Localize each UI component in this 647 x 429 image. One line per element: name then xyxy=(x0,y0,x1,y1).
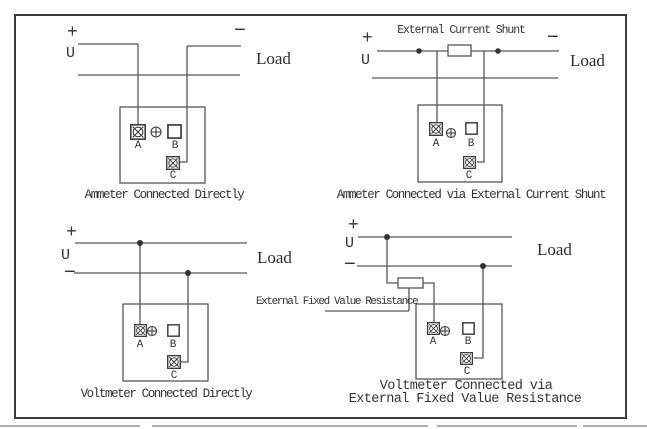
q2-shunt-resistor xyxy=(448,45,471,56)
q4-caption-line2: External Fixed Value Resistance xyxy=(348,392,582,407)
q2-minus-symbol: − xyxy=(547,27,560,50)
q3-wires xyxy=(74,243,247,362)
q1-terminal-a-label: A xyxy=(134,140,142,152)
q4-fixed-resistor xyxy=(398,278,423,288)
q1-wires xyxy=(78,44,241,162)
q3-terminal-c-label: C xyxy=(170,370,178,382)
q4-terminal-a-label: A xyxy=(429,336,437,348)
q2-junction-dot xyxy=(416,48,422,54)
q3-terminal-c-screw-icon xyxy=(168,356,181,369)
q1-minus-symbol: − xyxy=(234,20,247,43)
q4-load-label: Load xyxy=(537,240,572,259)
q1-voltage-label: U xyxy=(66,45,76,62)
q2-terminal-a-screw-icon xyxy=(430,123,443,136)
q2-polarity-plus-icon xyxy=(447,129,456,138)
q1-terminal-b-label: B xyxy=(171,140,179,152)
q2-plus-symbol: + xyxy=(362,29,373,49)
q4-terminal-c-label: C xyxy=(463,366,471,378)
q1-plus-symbol: + xyxy=(67,23,78,43)
q1-load-label: Load xyxy=(256,49,291,68)
q3-terminal-a-label: A xyxy=(136,339,144,351)
q3-caption: Voltmeter Connected Directly xyxy=(80,387,252,401)
q3-load-label: Load xyxy=(257,248,292,267)
q1-terminal-b-open-icon xyxy=(168,125,181,138)
q2-terminal-b-label: B xyxy=(467,138,475,150)
q3-junction-dot xyxy=(185,270,191,276)
q3-minus-symbol: − xyxy=(64,262,77,285)
q3-voltmeter-direct-circuit xyxy=(74,240,247,381)
q4-junction-dot xyxy=(480,263,486,269)
q4-terminal-c-screw-icon xyxy=(461,353,473,365)
q3-junction-dot xyxy=(137,240,143,246)
q3-terminal-a-screw-icon xyxy=(135,325,147,337)
q4-resistance-label: External Fixed Value Resistance xyxy=(256,296,418,308)
q4-polarity-plus-icon xyxy=(441,327,450,336)
q3-polarity-plus-icon xyxy=(148,327,157,336)
q4-terminal-a-screw-icon xyxy=(428,323,440,335)
q1-terminal-c-label: C xyxy=(169,170,177,182)
q1-terminal-a-screw-icon xyxy=(131,125,145,139)
q2-voltage-label: U xyxy=(361,52,371,69)
q3-terminal-b-label: B xyxy=(169,339,177,351)
q2-caption: Ammeter Connected via External Current Shunt xyxy=(336,188,606,202)
q4-terminal-b-label: B xyxy=(464,336,472,348)
q4-junction-dot xyxy=(384,234,390,240)
q4-caption-line1: Voltmeter Connected via xyxy=(379,379,553,394)
q1-polarity-plus-icon xyxy=(151,127,161,137)
q2-terminal-c-label: C xyxy=(465,170,473,182)
q1-ammeter-direct-circuit xyxy=(78,44,241,183)
q3-voltage-label: U xyxy=(61,247,71,264)
q2-terminal-c-screw-icon xyxy=(464,157,476,169)
q4-plus-symbol: + xyxy=(348,216,359,236)
q4-terminal-b-open-icon xyxy=(463,323,474,334)
q3-plus-symbol: + xyxy=(66,223,77,243)
q4-voltage-label: U xyxy=(345,235,355,252)
q2-load-label: Load xyxy=(570,51,605,70)
q1-caption: Ammeter Connected Directly xyxy=(84,188,244,202)
q3-terminal-b-open-icon xyxy=(168,325,179,336)
q2-terminal-b-open-icon xyxy=(466,123,477,134)
q2-junction-dot xyxy=(495,48,501,54)
q2-terminal-a-label: A xyxy=(432,138,440,150)
q2-shunt-label: External Current Shunt xyxy=(397,24,525,37)
q1-terminal-c-screw-icon xyxy=(167,157,180,170)
q4-minus-symbol: − xyxy=(344,254,357,277)
